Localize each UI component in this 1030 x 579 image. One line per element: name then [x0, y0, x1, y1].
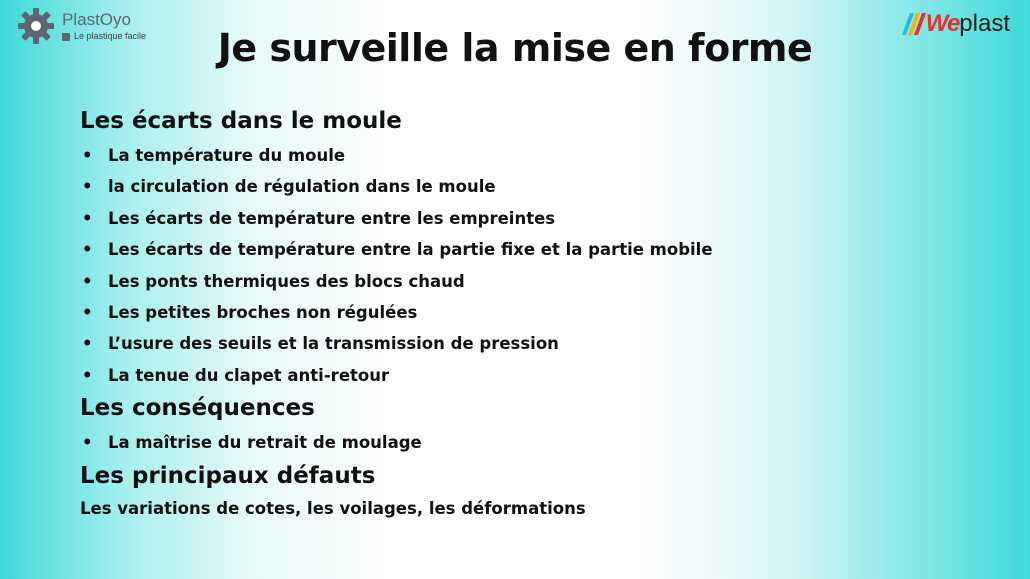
list-item: • La maîtrise du retrait de moulage [80, 427, 960, 458]
weplast-we: We [925, 10, 960, 37]
weplast-plast: plast [959, 10, 1010, 37]
list-item: • la circulation de régulation dans le moule [80, 171, 960, 202]
list-item: • La température du moule [80, 140, 960, 171]
bullet-list [80, 140, 960, 391]
brand-name: PlastOyo [62, 10, 131, 29]
section-heading: Les écarts dans le moule [80, 108, 402, 134]
slide-content [80, 104, 960, 523]
list-item: • L’usure des seuils et la transmission de pression [80, 328, 960, 359]
section-heading: Les conséquences [80, 395, 315, 422]
brand-tagline: Le plastique facile [74, 31, 147, 41]
list-item: • Les écarts de température entre la partie fixe et la partie mobile [80, 234, 960, 265]
list-item: • Les ponts thermiques des blocs chaud [80, 266, 960, 297]
list-item: • Les écarts de température entre les empreintes [80, 203, 960, 234]
section-heading: Les principaux défauts [80, 462, 376, 489]
list-item: • Les petites broches non régulées [80, 297, 960, 328]
bullet-list [80, 427, 960, 458]
slide-title: Je surveille la mise en forme [217, 26, 813, 70]
list-item: • La tenue du clapet anti-retour [80, 360, 960, 391]
section-text: Les variations de cotes, les voilages, les déformations [80, 498, 586, 518]
